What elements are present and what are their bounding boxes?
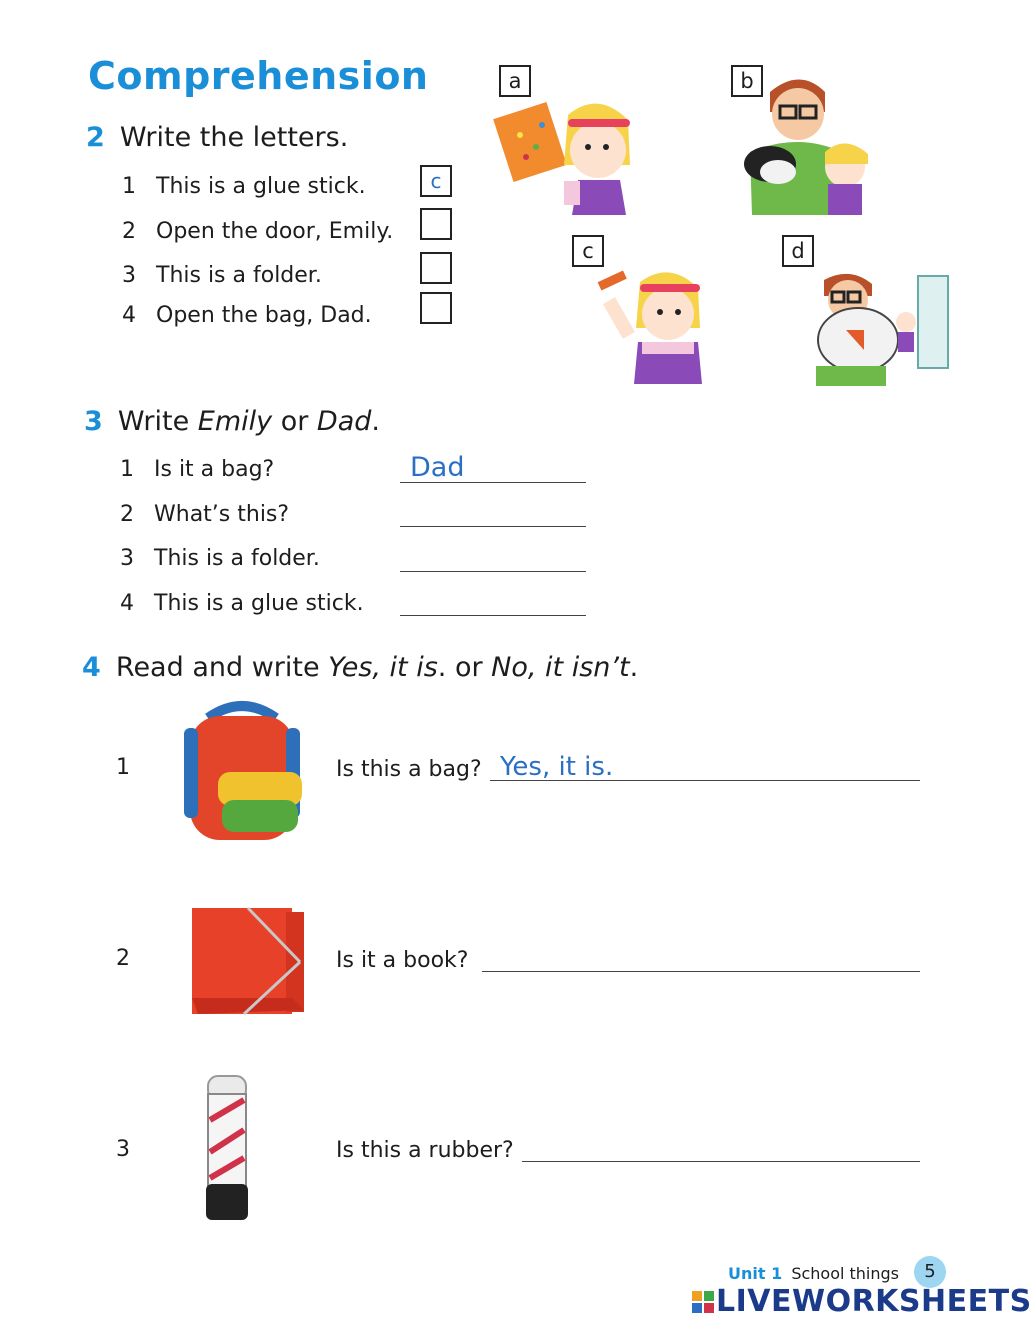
dad-with-sheep-icon [730,72,880,215]
exercise-3-heading [84,406,380,437]
ex3-item-1: 1 Is it a bag? [120,457,275,482]
liveworksheets-logo-icon [692,1291,714,1313]
page-number: 5 [914,1256,946,1288]
picture-label-d: d [782,235,814,267]
ex4-answer-1[interactable]: Yes, it is. [500,752,614,782]
ex3-answer-line-3[interactable] [400,571,586,572]
exercise-number: 4 [82,652,101,683]
exercise-instruction: Read and write Yes, it is. or No, it isn’t. [115,652,639,683]
ex3-item-3: 3 This is a folder. [120,546,320,571]
ex3-answer-line-2[interactable] [400,526,586,527]
liveworksheets-brand[interactable]: LIVEWORKSHEETS [716,1284,1032,1319]
backpack-icon [178,700,306,845]
girl-with-folder-icon [498,95,643,215]
ex2-answer-box-2[interactable] [420,208,452,240]
girl-with-glue-stick-icon [590,262,710,384]
ex2-item-1: 1 This is a glue stick. [122,174,366,199]
exercise-4-heading [82,652,638,683]
exercise-number: 2 [86,122,105,153]
ex2-item-3: 3 This is a folder. [122,263,322,288]
page-title: Comprehension [88,54,429,98]
glue-stick-icon [196,1072,256,1224]
ex4-item-number-3: 3 [116,1137,130,1162]
ex2-item-2: 2 Open the door, Emily. [122,219,394,244]
ex3-answer-1[interactable]: Dad [410,452,465,483]
picture-label-a: a [499,65,531,97]
ex4-answer-line-3[interactable] [522,1161,920,1162]
exercise-2-heading [86,122,348,153]
ex4-item-number-2: 2 [116,946,130,971]
ex4-answer-line-2[interactable] [482,971,920,972]
folder-icon [188,902,310,1020]
exercise-number: 3 [84,406,103,437]
ex3-answer-line-4[interactable] [400,615,586,616]
ex4-question-1: Is this a bag? [336,757,482,782]
picture-label-c: c [572,235,604,267]
exercise-instruction: Write the letters. [119,122,349,153]
picture-label-b: b [731,65,763,97]
exercise-instruction: Write Emily or Dad. [117,406,380,437]
ex3-item-2: 2 What’s this? [120,502,290,527]
ex4-item-number-1: 1 [116,755,130,780]
ex2-answer-box-1[interactable]: c [420,165,452,197]
ex2-answer-box-4[interactable] [420,292,452,324]
unit-label: Unit 1 School things [728,1264,900,1283]
ex2-item-4: 4 Open the bag, Dad. [122,303,372,328]
dad-opening-door-icon [806,270,952,386]
ex4-question-3: Is this a rubber? [336,1138,514,1163]
ex3-item-4: 4 This is a glue stick. [120,591,364,616]
ex4-question-2: Is it a book? [336,948,469,973]
ex2-answer-box-3[interactable] [420,252,452,284]
